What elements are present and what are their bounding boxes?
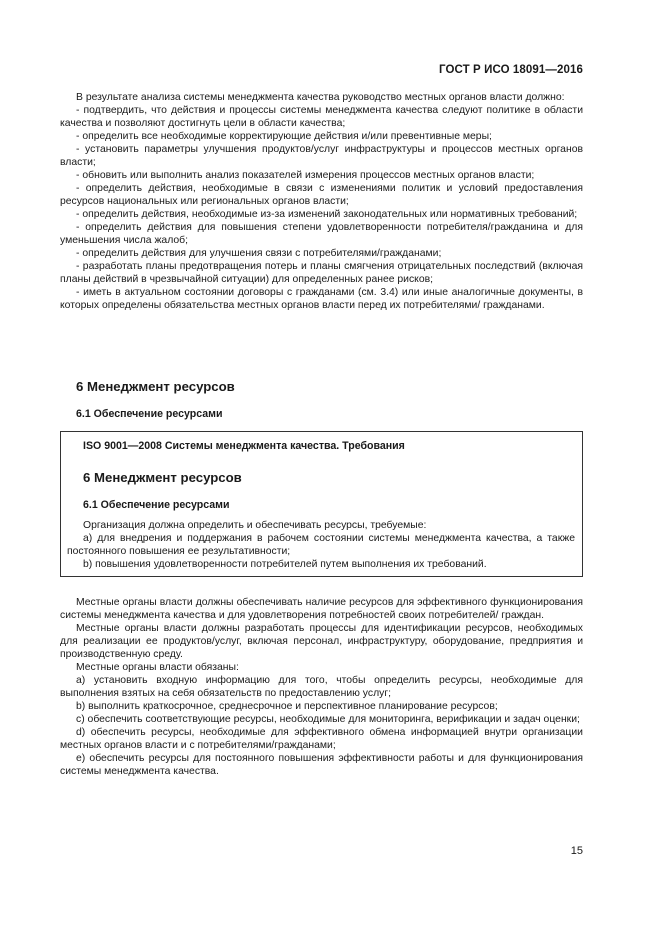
intro-item: - определить действия для повышения степени удовлетворенности потребителя/гражданина и для уменьшения числа жалоб; xyxy=(60,222,583,246)
quote-item: b) повышения удовлетворенности потребителей путем выполнения их требований. xyxy=(83,559,487,570)
intro-block xyxy=(60,91,583,312)
body-list-item: c) обеспечить соответствующие ресурсы, необходимые для мониторинга, верификации и задач оценки; xyxy=(76,714,580,725)
intro-item: - обновить или выполнить анализ показателей измерения процессов местных органов власти; xyxy=(76,170,535,181)
body-paragraph: Местные органы власти должны обеспечивать наличие ресурсов для эффективного функционирования системы менеджмента качества и для удовлетворения потребностей своих потребителей/ граждан. xyxy=(60,597,583,621)
quote-title-main: ISO 9001—2008 Системы менеджмента качества xyxy=(83,440,337,452)
section-6-heading: 6 Менеджмент ресурсов xyxy=(76,379,235,394)
quote-section-heading: 6 Менеджмент ресурсов xyxy=(83,470,242,485)
standard-code-header: ГОСТ Р ИСО 18091—2016 xyxy=(438,64,583,76)
after-quote-block xyxy=(60,596,583,778)
quote-subsection-heading: 6.1 Обеспечение ресурсами xyxy=(83,499,230,511)
body-list-item: b) выполнить краткосрочное, среднесрочное и перспективное планирование ресурсов; xyxy=(76,701,498,712)
quote-body xyxy=(67,519,575,571)
intro-item: - установить параметры улучшения продуктов/услуг инфраструктуры и процессов местных органов власти; xyxy=(60,144,583,168)
section-6-1-heading: 6.1 Обеспечение ресурсами xyxy=(76,408,223,420)
body-list-item: e) обеспечить ресурсы для постоянного повышения эффективности работы и для функционирования системы менеджмента качества. xyxy=(60,753,583,777)
intro-lead: В результате анализа системы менеджмента качества руководство местных органов власти должно: xyxy=(76,92,565,103)
intro-item: - определить все необходимые корректирующие действия и/или превентивные меры; xyxy=(76,131,492,142)
page-number: 15 xyxy=(570,845,583,857)
quote-title-rest: Требования xyxy=(342,440,405,452)
intro-item: - определить действия, необходимые в связи с изменениями политик и условий предоставления ресурсов национальных или региональных органов власти; xyxy=(60,183,583,207)
intro-item: - определить действия для улучшения связи с потребителями/гражданами; xyxy=(76,248,442,259)
intro-item: - подтвердить, что действия и процессы системы менеджмента качества следуют политике в области качества и позволяют достигнуть цели в области качества; xyxy=(60,105,583,129)
document-page xyxy=(60,0,583,936)
intro-item: - определить действия, необходимые из-за изменений законодательных или нормативных требований; xyxy=(76,209,578,220)
iso-quote-box xyxy=(60,431,583,577)
body-paragraph: Местные органы власти должны разработать процессы для идентификации ресурсов, необходимых для реализации ее продуктов/услуг, включая персонал, инфраструктуру, оборудование, предприятия и производственную среду. xyxy=(60,623,583,660)
intro-item: - разработать планы предотвращения потерь и планы смягчения отрицательных последствий (включая планы действий в чрезвычайной ситуации) для определенных ранее рисков; xyxy=(60,261,583,285)
quote-item: a) для внедрения и поддержания в рабочем состоянии системы менеджмента качества, а также постоянного повышения ее результативности; xyxy=(67,533,575,557)
body-list-item: a) установить входную информацию для того, чтобы определить ресурсы, необходимые для выполнения взятых на себя обязательств по предоставлению услуг; xyxy=(60,675,583,699)
quote-title xyxy=(83,440,405,453)
quote-title-separator: . xyxy=(336,440,343,452)
body-list-item: d) обеспечить ресурсы, необходимые для эффективного обмена информацией внутри организации местных органов власти и с потребителями/гражданами; xyxy=(60,727,583,751)
body-paragraph: Местные органы власти обязаны: xyxy=(76,662,239,673)
intro-item: - иметь в актуальном состоянии договоры с гражданами (см. 3.4) или иные аналогичные документы, в которых определены обязательства местных органов власти перед их потребителями/ гражданами. xyxy=(60,287,583,311)
quote-lead: Организация должна определить и обеспечивать ресурсы, требуемые: xyxy=(83,520,427,531)
